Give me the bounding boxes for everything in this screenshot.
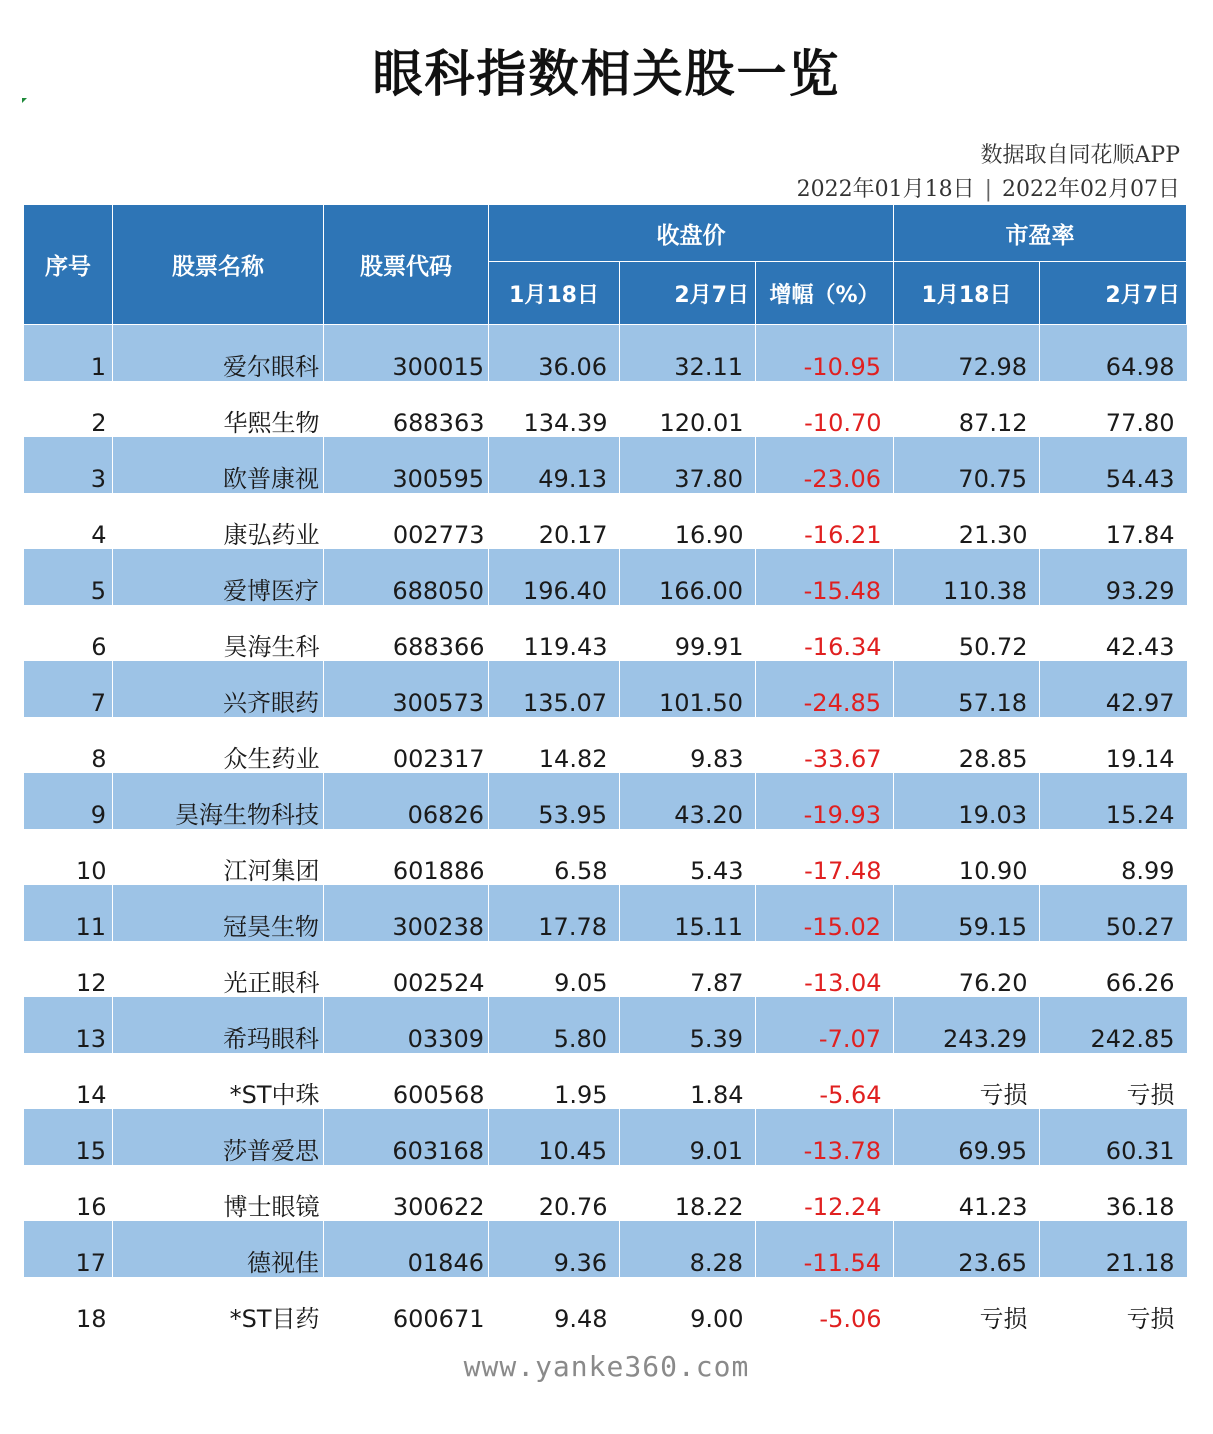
- cell-index: 2: [91, 409, 107, 437]
- cell-pe-d1: 41.23: [958, 1193, 1028, 1221]
- cell-name: 江河集团: [223, 857, 320, 885]
- cell-name: *ST中珠: [229, 1081, 320, 1109]
- cell-code: 06826: [324, 773, 489, 829]
- date-separator: |: [984, 177, 993, 202]
- cell-close-d2: 43.20: [620, 773, 756, 829]
- cell-close-d1: 5.80: [489, 997, 620, 1053]
- cell-index: 11: [24, 885, 113, 941]
- cell-change: -24.85: [756, 661, 894, 717]
- watermark: www.yanke360.com: [463, 1350, 750, 1383]
- stock-table: [23, 204, 1187, 1333]
- cell-index: 13: [24, 997, 113, 1053]
- cell-pe-d2: 60.31: [1040, 1109, 1187, 1165]
- cell-close-d2: 8.28: [620, 1221, 756, 1277]
- cell-change: -13.04: [804, 969, 882, 997]
- cell-change: -16.21: [804, 521, 882, 549]
- cell-code: 601886: [392, 857, 485, 885]
- cell-pe-d1: 亏损: [979, 1305, 1028, 1333]
- header-close-group: 收盘价: [489, 205, 894, 262]
- table-row: [24, 717, 1187, 773]
- cell-name: 兴齐眼药: [113, 661, 324, 717]
- cell-index: 10: [75, 857, 107, 885]
- cell-code: 002524: [392, 969, 485, 997]
- cell-code: 300238: [324, 885, 489, 941]
- cell-change: -17.48: [804, 857, 882, 885]
- cell-name: 光正眼科: [223, 969, 320, 997]
- cell-close-d2: 15.11: [620, 885, 756, 941]
- cell-name: 莎普爱思: [113, 1109, 324, 1165]
- cell-pe-d2: 50.27: [1040, 885, 1187, 941]
- cell-close-d1: 9.36: [489, 1221, 620, 1277]
- cell-pe-d1: 23.65: [894, 1221, 1040, 1277]
- cell-close-d2: 9.00: [690, 1305, 744, 1333]
- date-range: [797, 172, 1180, 203]
- cell-change: -7.07: [756, 997, 894, 1053]
- table-row: [24, 549, 1187, 605]
- cell-change: -11.54: [756, 1221, 894, 1277]
- cell-change: -13.78: [756, 1109, 894, 1165]
- cell-change: -15.02: [756, 885, 894, 941]
- table-row: [24, 381, 1187, 437]
- cell-pe-d1: 72.98: [894, 325, 1040, 382]
- table-row: [24, 661, 1187, 717]
- cell-close-d1: 9.05: [554, 969, 608, 997]
- table-row: [24, 1165, 1187, 1221]
- cell-code: 002773: [392, 521, 485, 549]
- cell-pe-d2: 19.14: [1105, 745, 1175, 773]
- table-row: [24, 1221, 1187, 1277]
- cell-pe-d2: 93.29: [1040, 549, 1187, 605]
- table-row: [24, 1053, 1187, 1109]
- cell-close-d1: 20.17: [538, 521, 608, 549]
- cell-code: 03309: [324, 997, 489, 1053]
- cell-close-d1: 134.39: [523, 409, 608, 437]
- date-start: 2022年01月18日: [796, 177, 975, 202]
- cell-close-d1: 49.13: [489, 437, 620, 493]
- cell-pe-d1: 69.95: [894, 1109, 1040, 1165]
- cell-close-d1: 20.76: [538, 1193, 608, 1221]
- cell-pe-d2: 36.18: [1105, 1193, 1175, 1221]
- cell-code: 688050: [324, 549, 489, 605]
- cell-name: 德视佳: [113, 1221, 324, 1277]
- cell-index: 3: [24, 437, 113, 493]
- cell-code: 300622: [392, 1193, 485, 1221]
- cell-index: 1: [24, 325, 113, 382]
- cell-close-d2: 120.01: [659, 409, 744, 437]
- cell-change: -33.67: [804, 745, 882, 773]
- cell-name: 康弘药业: [223, 521, 320, 549]
- header-change: 增幅（%）: [756, 262, 894, 325]
- cell-name: 昊海生物科技: [113, 773, 324, 829]
- cell-close-d2: 16.90: [674, 521, 744, 549]
- cell-close-d1: 36.06: [489, 325, 620, 382]
- cell-pe-d2: 242.85: [1040, 997, 1187, 1053]
- cell-close-d1: 196.40: [489, 549, 620, 605]
- cell-code: 300573: [324, 661, 489, 717]
- header-pe-group: 市盈率: [894, 205, 1187, 262]
- cell-close-d1: 135.07: [489, 661, 620, 717]
- cell-pe-d1: 87.12: [958, 409, 1028, 437]
- cell-code: 002317: [392, 745, 485, 773]
- cell-pe-d1: 59.15: [894, 885, 1040, 941]
- cell-pe-d2: 15.24: [1040, 773, 1187, 829]
- cell-close-d1: 53.95: [489, 773, 620, 829]
- cell-close-d2: 166.00: [620, 549, 756, 605]
- cell-close-d1: 14.82: [538, 745, 608, 773]
- cell-close-d1: 17.78: [489, 885, 620, 941]
- cell-pe-d2: 17.84: [1105, 521, 1175, 549]
- cell-index: 5: [24, 549, 113, 605]
- cell-name: *ST目药: [229, 1305, 320, 1333]
- table-row: [24, 829, 1187, 885]
- cell-close-d2: 101.50: [620, 661, 756, 717]
- cell-code: 300595: [324, 437, 489, 493]
- header-close-d1: 1月18日: [489, 262, 620, 325]
- header-name: 股票名称: [113, 205, 324, 325]
- cell-close-d2: 9.83: [690, 745, 744, 773]
- cell-code: 603168: [324, 1109, 489, 1165]
- cell-close-d2: 18.22: [674, 1193, 744, 1221]
- cell-pe-d2: 42.43: [1105, 633, 1175, 661]
- cell-code: 01846: [324, 1221, 489, 1277]
- cell-index: 4: [91, 521, 107, 549]
- cell-index: 14: [75, 1081, 107, 1109]
- cell-pe-d1: 50.72: [958, 633, 1028, 661]
- cell-close-d1: 119.43: [523, 633, 608, 661]
- header-pe-d1: 1月18日: [894, 262, 1040, 325]
- cell-pe-d2: 77.80: [1105, 409, 1175, 437]
- cell-name: 众生药业: [223, 745, 320, 773]
- cell-code: 600568: [392, 1081, 485, 1109]
- cell-pe-d1: 21.30: [958, 521, 1028, 549]
- header-pe-d2: 2月7日: [1040, 262, 1187, 325]
- cell-close-d2: 7.87: [690, 969, 744, 997]
- cell-change: -12.24: [804, 1193, 882, 1221]
- cell-index: 18: [75, 1305, 107, 1333]
- table-row: [24, 997, 1187, 1053]
- cell-code: 300015: [324, 325, 489, 382]
- cell-close-d2: 32.11: [620, 325, 756, 382]
- data-source-note: 数据取自同花顺APP: [980, 143, 1180, 168]
- table-row: [24, 885, 1187, 941]
- cell-pe-d1: 76.20: [958, 969, 1028, 997]
- table-row: [24, 1109, 1187, 1165]
- cell-pe-d2: 亏损: [1126, 1305, 1175, 1333]
- cell-index: 15: [24, 1109, 113, 1165]
- header-close-d2: 2月7日: [620, 262, 756, 325]
- cell-pe-d1: 亏损: [979, 1081, 1028, 1109]
- header-index: 序号: [24, 205, 113, 325]
- page-title: 眼科指数相关股一览: [372, 45, 841, 103]
- table-row: [24, 605, 1187, 661]
- cell-index: 7: [24, 661, 113, 717]
- cell-pe-d2: 亏损: [1126, 1081, 1175, 1109]
- cell-name: 爱尔眼科: [113, 325, 324, 382]
- cell-index: 12: [75, 969, 107, 997]
- cell-change: -16.34: [804, 633, 882, 661]
- cell-pe-d1: 243.29: [894, 997, 1040, 1053]
- cell-pe-d2: 64.98: [1040, 325, 1187, 382]
- cell-name: 博士眼镜: [223, 1193, 320, 1221]
- cell-close-d1: 9.48: [554, 1305, 608, 1333]
- cell-pe-d2: 66.26: [1105, 969, 1175, 997]
- cell-pe-d2: 54.43: [1040, 437, 1187, 493]
- cell-close-d2: 5.39: [620, 997, 756, 1053]
- table-row: [24, 493, 1187, 549]
- cell-index: 6: [91, 633, 107, 661]
- header-code: 股票代码: [324, 205, 489, 325]
- cell-name: 昊海生科: [223, 633, 320, 661]
- cell-pe-d1: 110.38: [894, 549, 1040, 605]
- cell-pe-d1: 10.90: [958, 857, 1028, 885]
- cell-close-d2: 99.91: [674, 633, 744, 661]
- cell-pe-d1: 19.03: [894, 773, 1040, 829]
- cell-pe-d1: 28.85: [958, 745, 1028, 773]
- cell-name: 冠昊生物: [113, 885, 324, 941]
- cell-change: -5.64: [819, 1081, 882, 1109]
- table-row: [24, 941, 1187, 997]
- cell-change: -15.48: [756, 549, 894, 605]
- cell-name: 希玛眼科: [113, 997, 324, 1053]
- cell-close-d2: 5.43: [690, 857, 744, 885]
- cell-pe-d1: 57.18: [894, 661, 1040, 717]
- cell-pe-d1: 70.75: [894, 437, 1040, 493]
- cell-name: 华熙生物: [223, 409, 320, 437]
- cell-code: 688363: [392, 409, 485, 437]
- table-row: [24, 437, 1187, 493]
- cell-index: 16: [75, 1193, 107, 1221]
- cell-name: 爱博医疗: [113, 549, 324, 605]
- cell-marker-icon: [22, 98, 27, 103]
- table-row: [24, 1277, 1187, 1333]
- cell-change: -19.93: [756, 773, 894, 829]
- cell-close-d1: 1.95: [554, 1081, 608, 1109]
- cell-index: 9: [24, 773, 113, 829]
- cell-change: -10.70: [804, 409, 882, 437]
- cell-change: -10.95: [756, 325, 894, 382]
- cell-change: -23.06: [756, 437, 894, 493]
- cell-pe-d2: 8.99: [1121, 857, 1175, 885]
- cell-code: 688366: [392, 633, 485, 661]
- table-row: [24, 773, 1187, 829]
- cell-pe-d2: 21.18: [1040, 1221, 1187, 1277]
- cell-name: 欧普康视: [113, 437, 324, 493]
- cell-close-d2: 37.80: [620, 437, 756, 493]
- cell-close-d1: 6.58: [554, 857, 608, 885]
- cell-index: 17: [24, 1221, 113, 1277]
- cell-change: -5.06: [819, 1305, 882, 1333]
- cell-index: 8: [91, 745, 107, 773]
- cell-close-d1: 10.45: [489, 1109, 620, 1165]
- table-row: [24, 325, 1187, 382]
- cell-code: 600671: [392, 1305, 485, 1333]
- cell-pe-d2: 42.97: [1040, 661, 1187, 717]
- cell-close-d2: 9.01: [620, 1109, 756, 1165]
- date-end: 2022年02月07日: [1002, 177, 1180, 202]
- cell-close-d2: 1.84: [690, 1081, 744, 1109]
